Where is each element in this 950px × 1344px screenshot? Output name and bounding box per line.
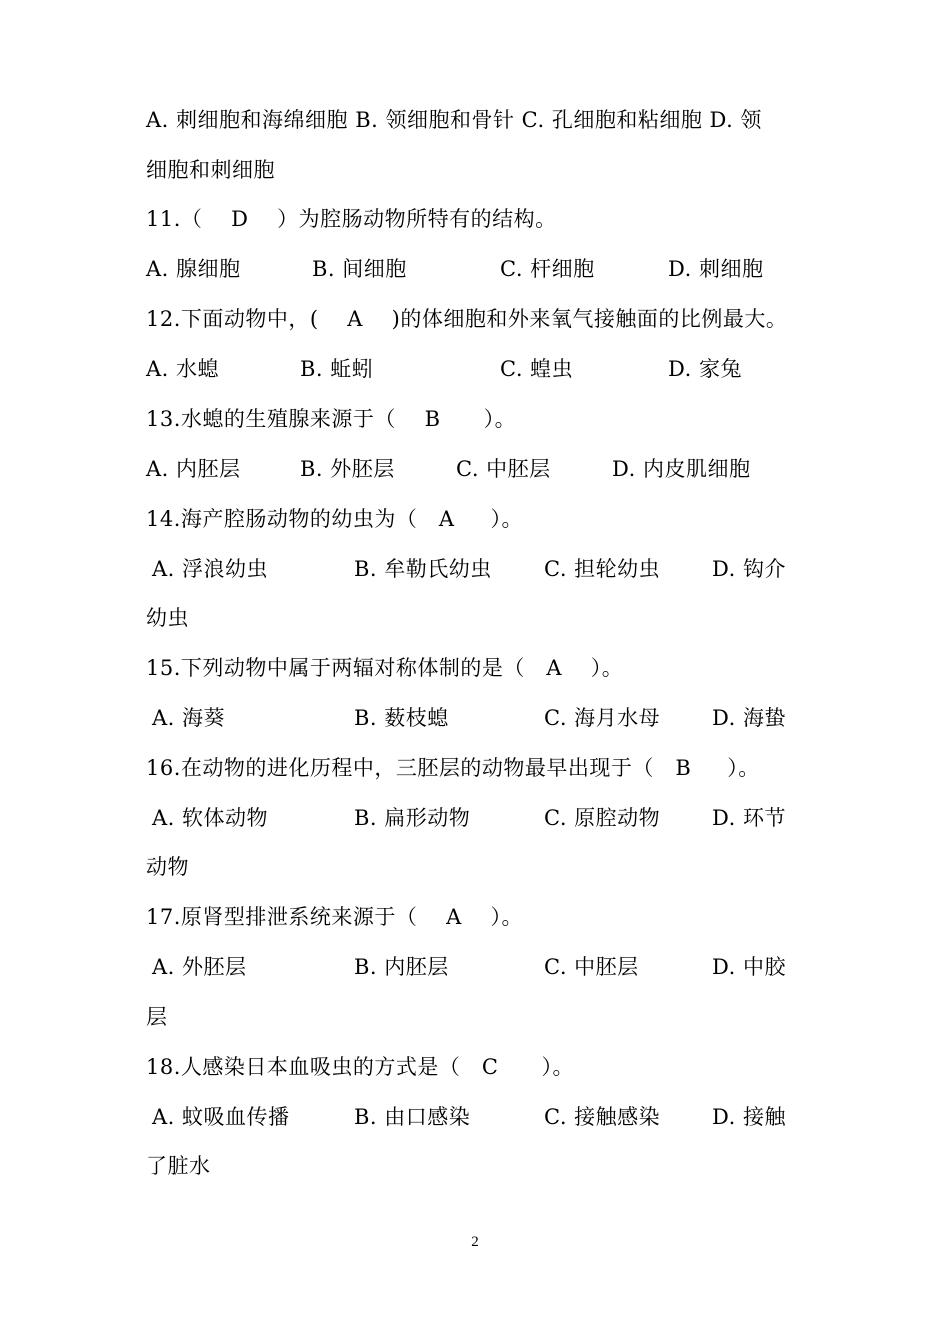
option-a: A. 外胚层	[152, 955, 247, 979]
option-d: D. 内皮肌细胞	[612, 457, 751, 481]
option-a: A. 软体动物	[152, 806, 269, 830]
q18-options-continuation: 了脏水	[146, 1154, 211, 1178]
option-a: A. 浮浪幼虫	[152, 557, 269, 581]
option-c: C. 中胚层	[544, 955, 639, 979]
option-b: B. 外胚层	[300, 457, 395, 481]
option-b: B. 由口感染	[354, 1105, 471, 1129]
q17-options	[152, 951, 792, 983]
option-a: A. 蚊吸血传播	[152, 1105, 290, 1129]
option-c: C. 原腔动物	[544, 806, 661, 830]
option-d: D. 接触	[712, 1105, 786, 1129]
question-12: 12.下面动物中，( A )的体细胞和外来氧气接触面的比例最大。	[146, 307, 788, 331]
option-d: D. 海蛰	[712, 706, 786, 730]
q11-options	[146, 253, 786, 285]
q15-options	[152, 702, 792, 734]
question-16: 16.在动物的进化历程中，三胚层的动物最早出现于（ B ）。	[146, 756, 760, 780]
option-b: B. 牟勒氏幼虫	[354, 557, 492, 581]
option-d: D. 中胶	[712, 955, 786, 979]
q10-options-continuation: 细胞和刺细胞	[146, 158, 275, 182]
option-b: B. 蚯蚓	[300, 357, 374, 381]
option-b: B. 内胚层	[354, 955, 449, 979]
option-c: C. 担轮幼虫	[544, 557, 661, 581]
question-18: 18.人感染日本血吸虫的方式是（ C ）。	[146, 1055, 575, 1079]
option-c: C. 中胚层	[456, 457, 551, 481]
question-11: 11.（ D ）为腔肠动物所特有的结构。	[146, 207, 557, 231]
option-c: C. 接触感染	[544, 1105, 661, 1129]
option-c: C. 杆细胞	[500, 257, 595, 281]
q16-options-continuation: 动物	[146, 855, 189, 879]
option-b: B. 扁形动物	[354, 806, 471, 830]
option-d: D. 环节	[712, 806, 786, 830]
option-d: D. 钩介	[712, 557, 786, 581]
option-c: C. 海月水母	[544, 706, 661, 730]
option-d: D. 家兔	[668, 357, 742, 381]
option-b: B. 薮枝螅	[354, 706, 449, 730]
page-number: 2	[471, 1234, 479, 1250]
option-d: D. 刺细胞	[668, 257, 764, 281]
q13-options	[146, 453, 786, 485]
q12-options	[146, 353, 786, 385]
option-a: A. 内胚层	[146, 457, 241, 481]
option-a: A. 海葵	[152, 706, 226, 730]
option-a: A. 水螅	[146, 357, 220, 381]
q17-options-continuation: 层	[146, 1005, 168, 1029]
question-13: 13.水螅的生殖腺来源于（ B ）。	[146, 407, 517, 431]
question-17: 17.原肾型排泄系统来源于（ A ）。	[146, 905, 523, 929]
q16-options	[152, 802, 792, 834]
option-c: C. 蝗虫	[500, 357, 574, 381]
q14-options-continuation: 幼虫	[146, 606, 189, 630]
option-b: B. 间细胞	[312, 257, 407, 281]
question-14: 14.海产腔肠动物的幼虫为（ A ）。	[146, 507, 523, 531]
question-15: 15.下列动物中属于两辐对称体制的是（ A ）。	[146, 656, 624, 680]
q18-options	[152, 1101, 792, 1133]
option-a: A. 腺细胞	[146, 257, 241, 281]
q14-options	[152, 553, 792, 585]
q10-options-line: A. 刺细胞和海绵细胞 B. 领细胞和骨针 C. 孔细胞和粘细胞 D. 领	[146, 108, 762, 132]
